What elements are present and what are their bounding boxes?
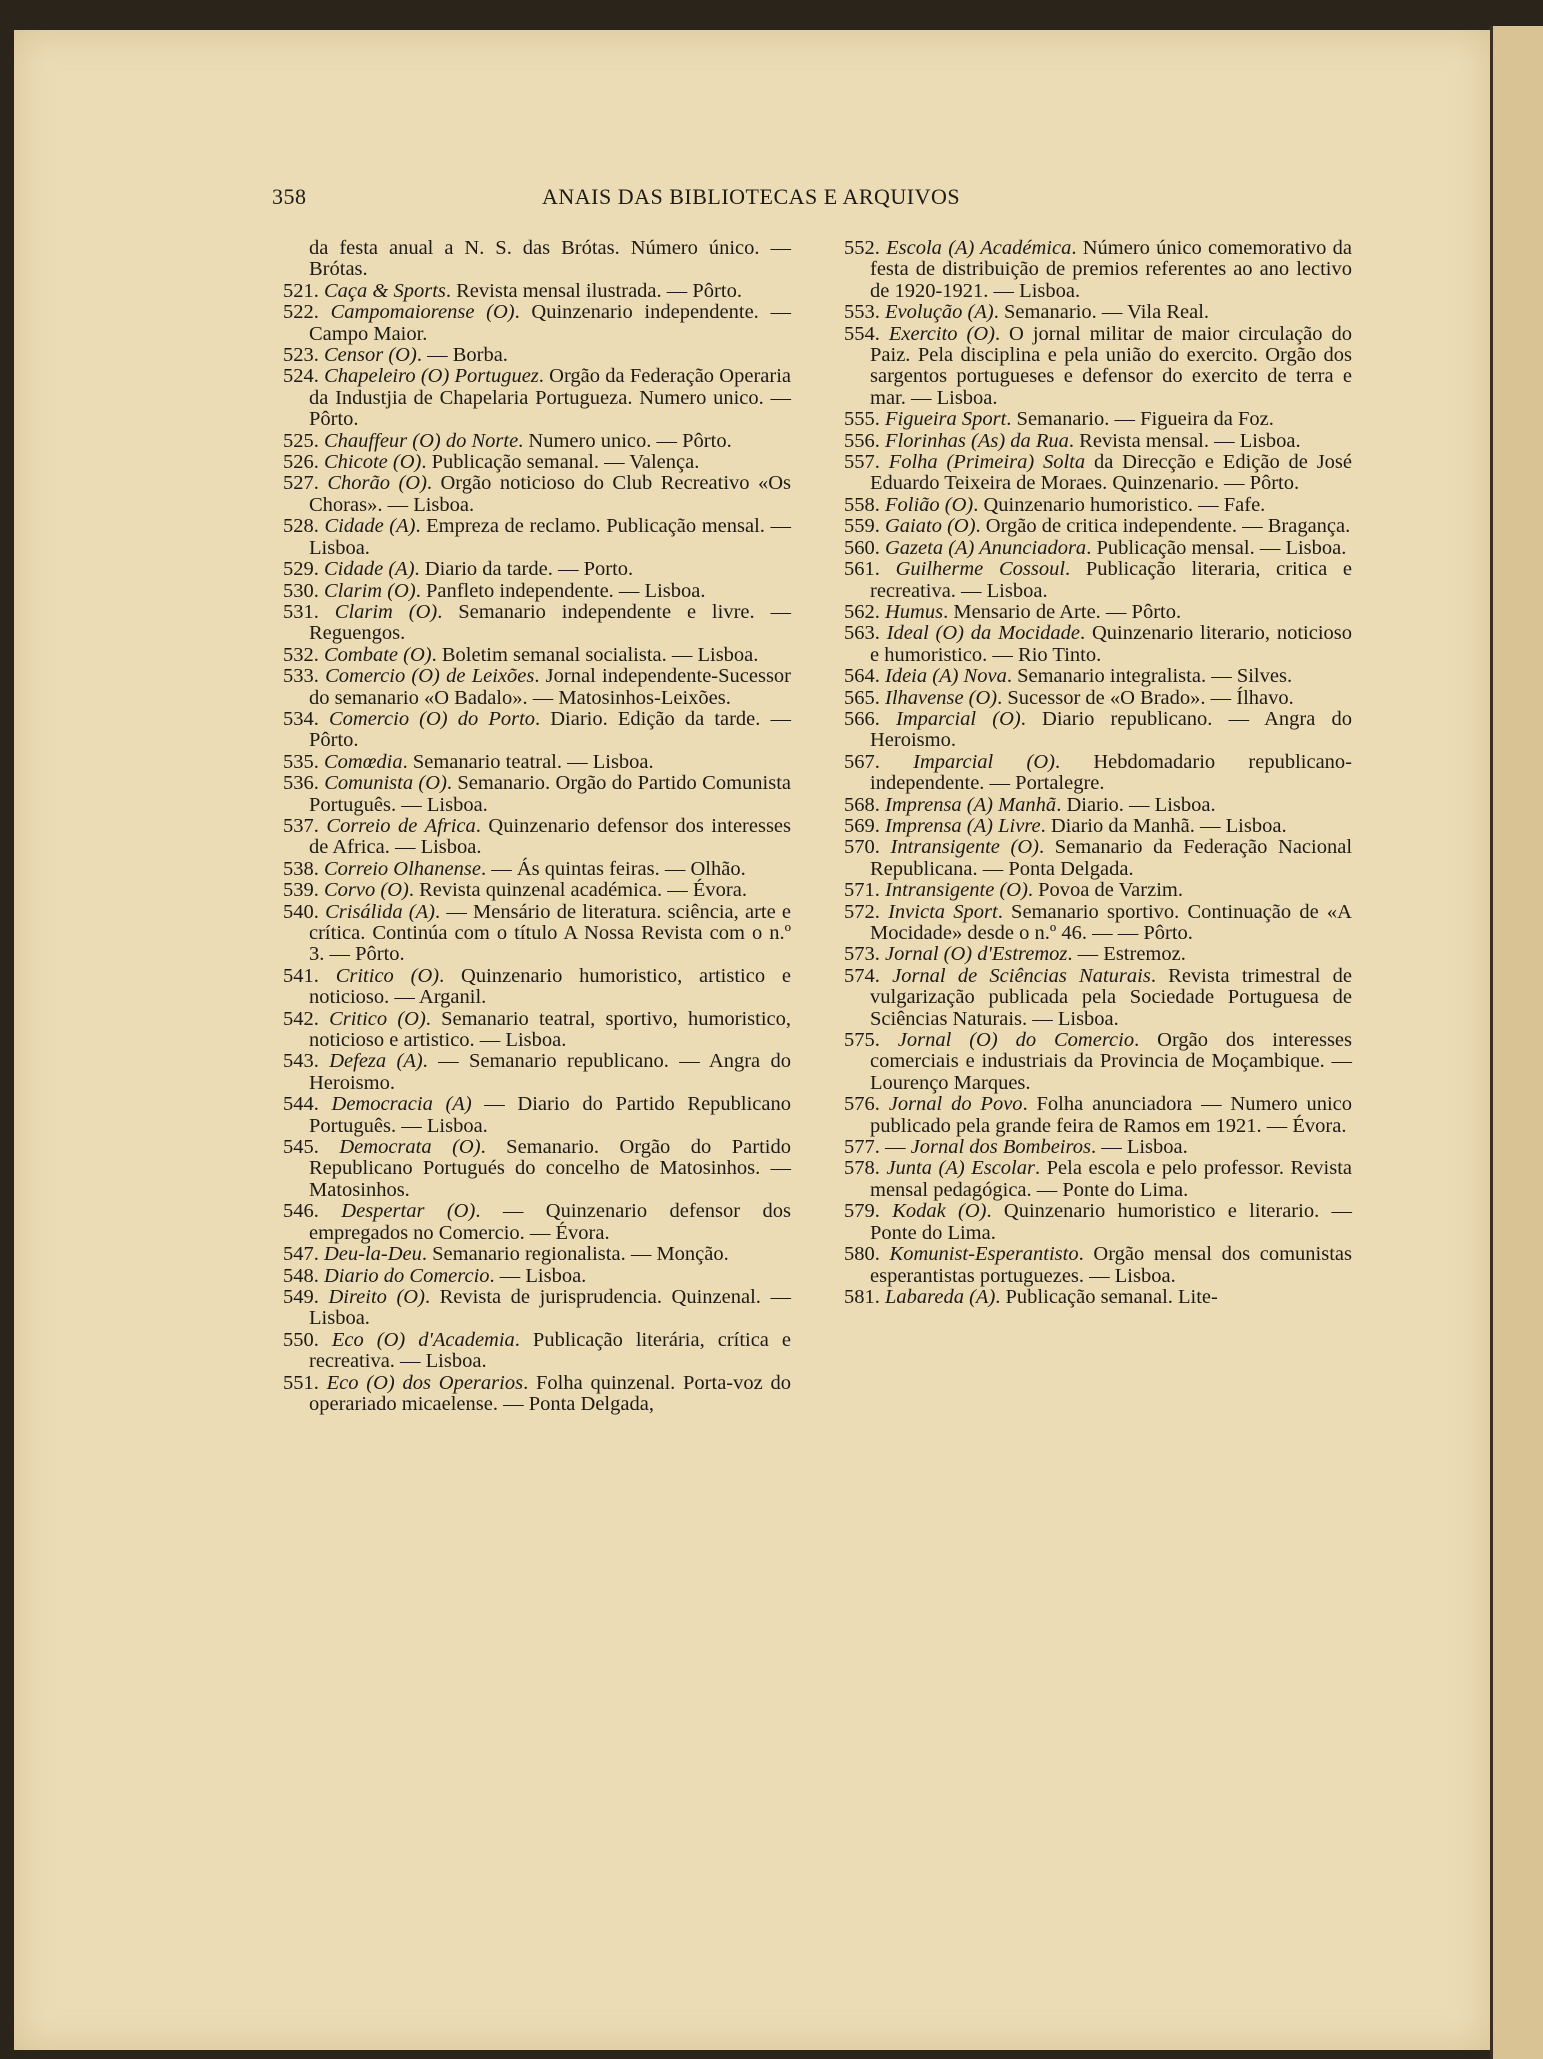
entry-description: . Semanario da Federação Nacional Republicana. — Ponta Delgada. (870, 836, 1353, 880)
entry-description: . Publicação literaria, critica e recreativa. — Lisboa. (870, 558, 1353, 602)
catalog-entry (283, 559, 791, 580)
entry-number: 579. (844, 1200, 880, 1223)
entry-title: Critico (O) (329, 1007, 426, 1030)
entry-description: . Pela escola e pelo professor. Revista mensal pedagógica. — Ponte do Lima. (870, 1157, 1352, 1201)
entry-number: 578. (844, 1157, 880, 1180)
entry-title: Crisálida (A) (325, 900, 435, 923)
entry-number: 574. (844, 964, 880, 987)
entry-number: 569. (844, 814, 880, 837)
entry-number: 575. (844, 1029, 880, 1052)
catalog-entry (844, 495, 1352, 516)
entry-number: 541. (283, 964, 319, 987)
entry-number: 536. (283, 772, 319, 795)
entry-number: 544. (283, 1093, 319, 1116)
catalog-entry (283, 1330, 791, 1373)
entry-description: . Semanario. Orgão do Partido Comunista Português. — Lisboa. (309, 772, 791, 816)
entry-title: Jornal dos Bombeiros (910, 1136, 1091, 1159)
entry-title: Critico (O) (335, 964, 440, 987)
entry-number: 553. (844, 301, 880, 324)
entry-description: . — Quinzenario defensor dos empregados no Comercio. — Évora. (309, 1200, 791, 1244)
entry-description: . Folha anunciadora — Numero unico publicado pela grande feira de Ramos em 1921. — Évora. (870, 1093, 1352, 1137)
catalog-entry (844, 880, 1352, 901)
entry-description: . Publicação mensal. — Lisboa. (1086, 536, 1347, 559)
entry-title: Corvo (O) (324, 879, 409, 902)
entry-title: Ideia (A) Nova (885, 665, 1007, 688)
entry-title: Despertar (O) (341, 1200, 476, 1223)
entry-description: . Diario republicano. — Angra do Heroismo. (870, 707, 1352, 752)
catalog-entry (844, 516, 1352, 537)
catalog-entry (844, 431, 1352, 452)
catalog-entry (844, 1244, 1352, 1287)
entry-description: . Semanario. — Vila Real. (993, 301, 1210, 324)
entry-description: . Quinzenario humoristico e literario. — Ponte do Lima. (870, 1200, 1352, 1244)
entry-number: 565. (844, 686, 880, 709)
entry-number: 546. (283, 1200, 319, 1223)
entry-title: Labareda (A) (885, 1285, 996, 1308)
entry-description: . Quinzenario independente. — Campo Maior. (309, 301, 791, 345)
entry-description: . Revista mensal. — Lisboa. (1068, 429, 1301, 452)
entry-description: . Semanario independente e livre. — Reguengos. (309, 600, 792, 645)
entry-description: . Orgão da Federação Operaria da Industjia de Chapelaria Portugueza. Numero unico. — Pôrto. (309, 365, 791, 431)
entry-description: . Jornal independente-Sucessor do semanario «O Badalo». — Matosinhos-Leixões. (309, 665, 792, 709)
entry-description: . Semanario. Orgão do Partido Republicano Portugués do concelho de Matosinhos. — Matosinhos. (309, 1136, 792, 1201)
catalog-entry (844, 902, 1352, 945)
entry-description: . Revista mensal ilustrada. — Pôrto. (445, 279, 742, 302)
entry-description: . Quinzenario defensor dos interesses de Africa. — Lisboa. (309, 814, 791, 859)
catalog-entry (283, 816, 791, 859)
entry-description: . O jornal militar de maior circulação do Paiz. Pela disciplina e pela união do exercito. Orgão dos sargentos portugueses e defensor do exercito de terra e mar. — Lisboa. (870, 322, 1352, 409)
entry-title: Folha (Primeira) Solta (888, 451, 1086, 474)
entry-number: 528. (283, 515, 319, 538)
entry-description: . Semanario integralista. — Silves. (1006, 665, 1293, 688)
entry-number: 539. (283, 879, 319, 902)
catalog-entry (283, 966, 791, 1009)
entry-description: . Orgão mensal dos comunistas esperantistas portuguezes. — Lisboa. (870, 1243, 1352, 1287)
catalog-entry (844, 837, 1352, 880)
catalog-entry (283, 709, 791, 752)
entry-number: 567. (844, 750, 880, 773)
entry-description: . Semanario teatral, sportivo, humoristico, noticioso e artistico. — Lisboa. (309, 1007, 792, 1052)
entry-number: 559. (844, 515, 880, 538)
entry-number: 561. (844, 558, 880, 581)
entry-title: Comercio (O) de Leixões (325, 665, 535, 688)
page-spine-edge (1490, 26, 1543, 2059)
catalog-entry (283, 1266, 791, 1287)
entry-number: 557. (844, 451, 880, 474)
entry-description: . Revista trimestral de vulgarização publicada pela Sociedade Portuguesa de Sciências Naturais. — Lisboa. (870, 964, 1352, 1030)
catalog-entry (844, 238, 1352, 302)
entry-description: . Semanario regionalista. — Monção. (421, 1243, 729, 1266)
catalog-entry (844, 666, 1352, 687)
entry-description: . Número único comemorativo da festa de distribuição de premios referentes ao ano lectivo de 1920-1921. — Lisboa. (870, 237, 1352, 302)
entry-description: . — Semanario republicano. — Angra do Heroismo. (309, 1050, 792, 1094)
catalog-entry (283, 773, 791, 816)
entry-description: . Panfleto independente. — Lisboa. (415, 579, 706, 602)
entry-number: 580. (844, 1243, 880, 1266)
entry-description: . Diario. Edição da tarde. — Pôrto. (309, 707, 792, 752)
catalog-entry (283, 281, 791, 302)
entry-number: 538. (283, 857, 319, 880)
entry-description: . — Lisboa. (489, 1264, 587, 1287)
entry-title: Combate (O) (324, 643, 432, 666)
entry-number: 548. (283, 1264, 319, 1287)
entry-title: Imprensa (A) Manhã (885, 793, 1057, 816)
catalog-entry (283, 1051, 791, 1094)
catalog-entry (844, 538, 1352, 559)
entry-description: . — Ás quintas feiras. — Olhão. (480, 857, 746, 880)
entry-description: . Semanario teatral. — Lisboa. (402, 750, 654, 773)
entry-description: . Hebdomadario republicano-independente. — Portalegre. (870, 750, 1353, 795)
entry-description: . Povoa de Varzim. (1027, 879, 1183, 902)
catalog-entry (844, 302, 1352, 323)
entry-number: 555. (844, 408, 880, 431)
entry-title: Chauffeur (O) do Norte (324, 429, 519, 452)
entry-number: 523. (283, 344, 319, 367)
catalog-entry (844, 1137, 1352, 1158)
entry-title: Invicta Sport (888, 900, 998, 923)
entry-description: . Revista quinzenal académica. — Évora. (408, 879, 747, 902)
entry-title: Humus (885, 600, 944, 623)
right-column (844, 238, 1352, 1308)
entry-number: 576. (844, 1093, 880, 1116)
entry-description: . — Lisboa. (1090, 1136, 1188, 1159)
entry-number: 577. (844, 1136, 880, 1159)
entry-title: Clarim (O) (334, 600, 438, 623)
entry-title: Ideal (O) da Mocidade (886, 622, 1081, 645)
entry-description: . Orgão dos interesses comerciais e industriais da Provincia de Moçambique. — Lourenço Marques. (870, 1029, 1353, 1094)
entry-description: . Quinzenario humoristico. — Fafe. (973, 493, 1266, 516)
catalog-entry (844, 944, 1352, 965)
entry-description: . Orgão noticioso do Club Recreativo «Os Choras». — Lisboa. (309, 472, 792, 516)
catalog-entry (844, 1030, 1352, 1094)
entry-title: Cidade (A) (324, 558, 415, 581)
entry-number: 549. (283, 1285, 319, 1308)
entry-title: Deu-la-Deu (324, 1243, 422, 1266)
entry-description: . Quinzenario literario, noticioso e humoristico. — Rio Tinto. (870, 622, 1352, 666)
entry-description: . Semanario sportivo. Continuação de «A Mocidade» desde o n.º 46. — — Pôrto. (870, 900, 1352, 944)
entry-title: Correio de Africa (326, 814, 476, 837)
entry-description: . Diario da tarde. — Porto. (414, 558, 634, 581)
entry-number: 545. (283, 1136, 319, 1159)
catalog-entry (844, 1094, 1352, 1137)
entry-title: Kodak (O) (892, 1200, 987, 1223)
catalog-entry (844, 1287, 1352, 1308)
entry-number: 526. (283, 451, 319, 474)
entry-title: Junta (A) Escolar (886, 1157, 1035, 1180)
entry-description: . Numero unico. — Pôrto. (518, 429, 732, 452)
entry-number: 573. (844, 943, 880, 966)
catalog-entry (283, 516, 791, 559)
entry-description: . Sucessor de «O Brado». — Ílhavo. (997, 686, 1294, 709)
entry-title: Guilherme Cossoul (895, 558, 1066, 581)
catalog-entry (844, 966, 1352, 1030)
catalog-entry (844, 1158, 1352, 1201)
entry-number: 552. (844, 237, 880, 259)
catalog-entry (283, 1137, 791, 1201)
entry-description: . Folha quinzenal. Porta-voz do operariado micaelense. — Ponta Delgada, (309, 1371, 792, 1415)
catalog-entry (283, 1244, 791, 1265)
entry-description: . — Estremoz. (1067, 943, 1186, 966)
entry-number: 571. (844, 879, 880, 902)
entry-number: 534. (283, 707, 319, 730)
catalog-entry (844, 602, 1352, 623)
catalog-entry (283, 752, 791, 773)
entry-number: 563. (844, 622, 880, 645)
entry-number: 542. (283, 1007, 319, 1030)
entry-number: 531. (283, 600, 319, 623)
entry-title: Folião (O) (885, 493, 974, 516)
entry-title: Jornal de Sciências Naturais (892, 964, 1151, 987)
catalog-entry (844, 709, 1352, 752)
entry-title: Imprensa (A) Livre (885, 814, 1041, 837)
entry-title: Figueira Sport (885, 408, 1007, 431)
entry-description: . — Borba. (416, 344, 508, 367)
entry-title: Komunist-Esperantisto (889, 1243, 1079, 1266)
entry-description: . Publicação semanal. Lite- (995, 1285, 1218, 1308)
catalog-entry (283, 1287, 791, 1330)
catalog-entry (844, 795, 1352, 816)
entry-number: 554. (844, 322, 880, 345)
catalog-entry (283, 1201, 791, 1244)
entry-description: . Empreza de reclamo. Publicação mensal. — Lisboa. (309, 515, 791, 559)
entry-title: Comunista (O) (324, 772, 447, 795)
entry-number: 533. (283, 665, 319, 688)
entry-title: Direito (O) (328, 1285, 425, 1308)
entry-number: 522. (283, 301, 319, 324)
entry-description: . Diario da Manhã. — Lisboa. (1040, 814, 1287, 837)
entry-title: Intransigente (O) (890, 836, 1039, 859)
entry-title: Censor (O) (324, 344, 417, 367)
entry-title: Campomaiorense (O) (330, 301, 515, 324)
entry-number: 566. (844, 707, 880, 730)
catalog-entry (283, 1009, 791, 1052)
catalog-entry (844, 324, 1352, 410)
entry-description: . Orgão de critica independente. — Bragança. (975, 515, 1351, 538)
entry-title: Ilhavense (O) (885, 686, 998, 709)
running-title: ANAIS DAS BIBLIOTECAS E ARQUIVOS (542, 184, 961, 209)
catalog-entry (844, 688, 1352, 709)
entry-title: Chicote (O) (324, 451, 422, 474)
entry-title: Cidade (A) (324, 515, 416, 538)
entry-title: Escola (A) Académica (886, 237, 1072, 259)
entry-title: Comœdia (324, 750, 403, 773)
entry-title: Jornal do Povo (888, 1093, 1023, 1116)
entry-number: 529. (283, 558, 319, 581)
entry-number: 535. (283, 750, 319, 773)
catalog-entry (844, 452, 1352, 495)
catalog-entry (283, 431, 791, 452)
entry-number: 581. (844, 1285, 880, 1308)
entry-number: 540. (283, 900, 319, 923)
entry-title: Gazeta (A) Anunciadora (885, 536, 1087, 559)
catalog-entry (844, 559, 1352, 602)
entry-number: 524. (283, 365, 319, 388)
catalog-entry (283, 581, 791, 602)
catalog-entry (844, 816, 1352, 837)
entry-title: Imparcial (O) (896, 707, 1021, 730)
entry-title: Democracia (A) (331, 1093, 472, 1116)
entry-description: . Quinzenario humoristico, artistico e noticioso. — Arganil. (309, 964, 792, 1009)
entry-description: da Direcção e Edição de José Eduardo Teixeira de Moraes. Quinzenario. — Pôrto. (870, 451, 1352, 495)
entry-description: . Revista de jurisprudencia. Quinzenal. — Lisboa. (309, 1285, 791, 1330)
entry-number: 558. (844, 493, 880, 516)
entry-description: — Diario do Partido Republicano Português. — Lisboa. (309, 1093, 792, 1137)
entry-number: 532. (283, 643, 319, 666)
entry-number: 525. (283, 429, 319, 452)
catalog-entry (844, 1201, 1352, 1244)
entry-description: . Diario. — Lisboa. (1056, 793, 1216, 816)
entry-number: 530. (283, 579, 319, 602)
catalog-entry (283, 1094, 791, 1137)
entry-title: Correio Olhanense (324, 857, 481, 880)
catalog-entry (283, 645, 791, 666)
catalog-entry (283, 666, 791, 709)
catalog-entry (844, 623, 1352, 666)
entry-title: Gaiato (O) (885, 515, 976, 538)
catalog-entry (283, 859, 791, 880)
entry-description: . Semanario. — Figueira da Foz. (1006, 408, 1274, 431)
entry-number: 547. (283, 1243, 319, 1266)
catalog-entry (283, 302, 791, 345)
catalog-entry (283, 902, 791, 966)
entry-title: Intransigente (O) (885, 879, 1028, 902)
entry-title: Comercio (O) do Porto (328, 707, 536, 730)
catalog-entry (283, 602, 791, 645)
entry-description: da festa anual a N. S. das Brótas. Número único. — Brótas. (309, 237, 791, 281)
entry-title: Eco (O) dos Operarios (326, 1371, 524, 1394)
catalog-entry (844, 409, 1352, 430)
catalog-entry (283, 345, 791, 366)
entry-number: 568. (844, 793, 880, 816)
entry-title: Clarim (O) (324, 579, 416, 602)
entry-number: 560. (844, 536, 880, 559)
entry-number: 521. (283, 279, 319, 302)
catalog-entry (283, 1373, 791, 1416)
entry-title: Diario do Comercio (324, 1264, 490, 1287)
catalog-entry (283, 452, 791, 473)
entry-number: 551. (283, 1371, 319, 1394)
entry-title: Democrata (O) (339, 1136, 481, 1159)
entry-title: Eco (O) d'Academia (331, 1328, 515, 1351)
entry-number: 543. (283, 1050, 319, 1073)
entry-number: 562. (844, 600, 880, 623)
page-number: 358 (272, 184, 307, 209)
catalog-entry (283, 238, 791, 281)
entry-prefix: — (885, 1136, 911, 1159)
entry-title: Defeza (A) (329, 1050, 423, 1073)
catalog-entry (844, 752, 1352, 795)
entry-description: . Boletim semanal socialista. — Lisboa. (431, 643, 759, 666)
entry-title: Imparcial (O) (913, 750, 1055, 773)
entry-number: 572. (844, 900, 880, 923)
entry-title: Chorão (O) (327, 472, 427, 495)
entry-description: . — Mensário de literatura. sciência, arte e crítica. Continúa com o título A Nossa Revista com o n.º 3. — Pôrto. (309, 900, 792, 966)
entry-description: . Publicação literária, crítica e recreativa. — Lisboa. (309, 1328, 791, 1373)
catalog-entry (283, 880, 791, 901)
entry-number: 556. (844, 429, 880, 452)
entry-number: 527. (283, 472, 319, 495)
catalog-entry (283, 473, 791, 516)
entry-title: Jornal (O) do Comercio (897, 1029, 1135, 1052)
entry-title: Exercito (O) (888, 322, 995, 345)
entry-number: 570. (844, 836, 880, 859)
entry-title: Jornal (O) d'Estremoz (885, 943, 1068, 966)
entry-title: Chapeleiro (O) Portuguez (324, 365, 539, 388)
entry-number: 537. (283, 814, 319, 837)
left-column (283, 238, 791, 1415)
entry-title: Caça & Sports (324, 279, 446, 302)
entry-description: . Mensario de Arte. — Pôrto. (943, 600, 1182, 623)
catalog-entry (283, 366, 791, 430)
entry-number: 550. (283, 1328, 319, 1351)
entry-description: . Publicação semanal. — Valença. (421, 451, 700, 474)
entry-title: Evolução (A) (885, 301, 994, 324)
entry-number: 564. (844, 665, 880, 688)
entry-title: Florinhas (As) da Rua (885, 429, 1069, 452)
